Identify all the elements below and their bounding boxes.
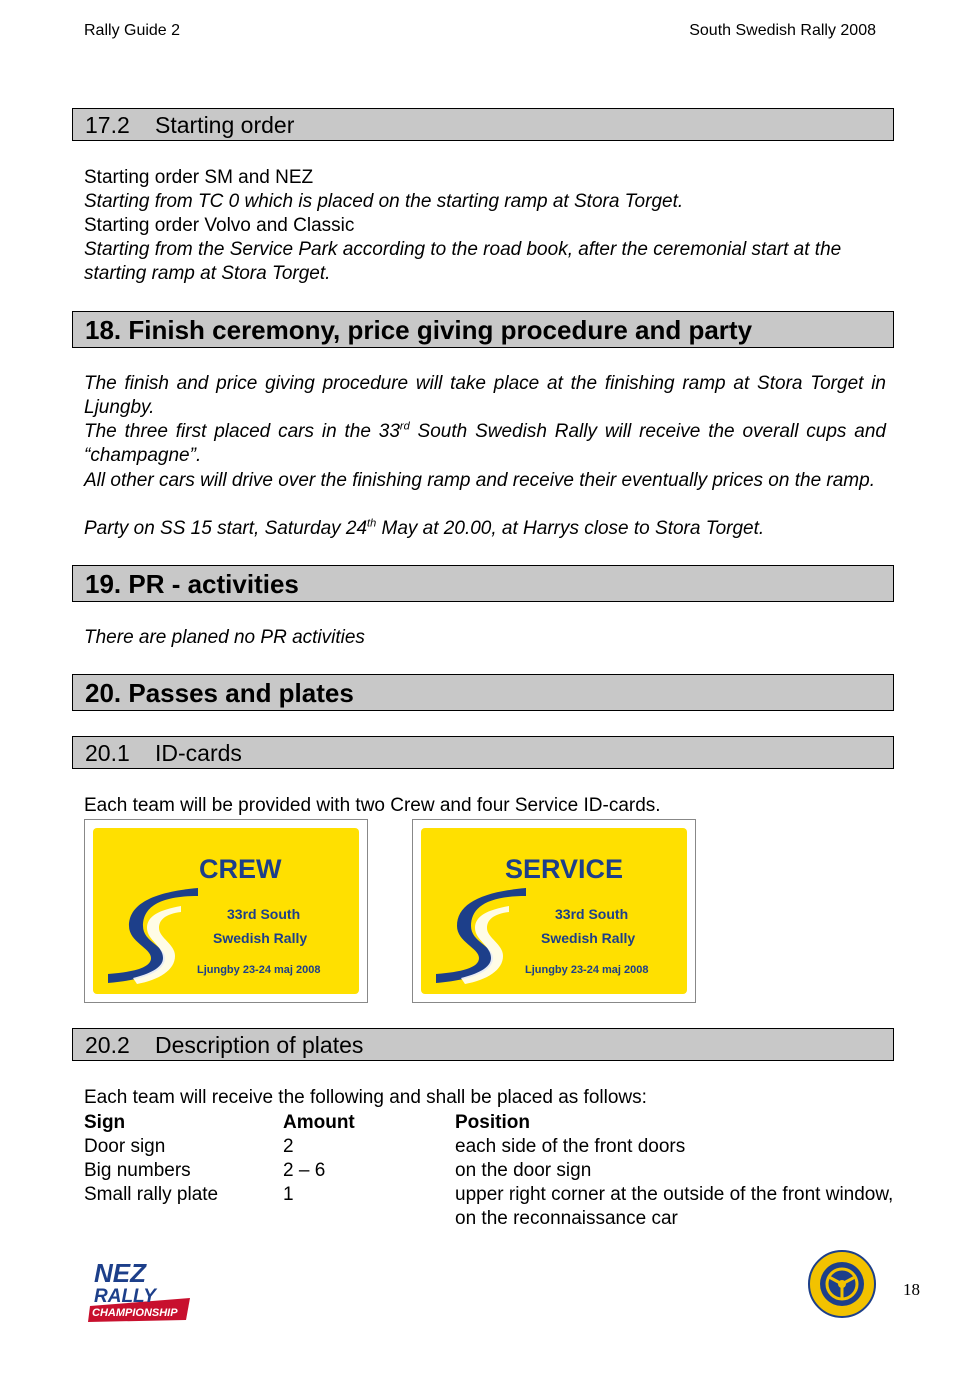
table-cell: Door sign [84,1136,166,1157]
table-row [84,1183,895,1231]
nez-rally-championship-logo [86,1258,196,1324]
section-19-bar [72,565,894,602]
table-cell: Big numbers [84,1160,191,1181]
card-line-1: 33rd South [555,906,629,922]
card-line-3: Ljungby 23-24 maj 2008 [525,964,649,976]
section-title: Description of plates [155,1032,364,1058]
page-number: 18 [903,1280,920,1299]
crew-id-card [84,819,368,1003]
plates-table [84,1111,895,1231]
starting-order-sm-nez: Starting order SM and NEZ [84,167,314,188]
column-header: Position [455,1112,530,1133]
section-20-1-bar [72,736,894,769]
id-cards-text: Each team will be provided with two Crew and four Service ID-cards. [84,795,661,816]
finish-paragraph: The finish and price giving procedure will take place at the finishing ramp at Stora Torget in Ljungby. [84,373,886,418]
header-right: South Swedish Rally 2008 [689,22,876,39]
rally-s-logo-icon [431,888,531,988]
rally-s-logo-icon [103,888,203,988]
section-20-bar [72,674,894,711]
section-18-heading: 18. Finish ceremony, price giving procedure and party [85,315,753,345]
card-line-1: 33rd South [227,906,301,922]
section-title: ID-cards [155,740,242,766]
card-line-3: Ljungby 23-24 maj 2008 [197,964,321,976]
section-17-2-bar [72,108,894,141]
party-paragraph: Party on SS 15 start, Saturday 24th May at 20.00, at Harrys close to Stora Torget. [84,517,765,539]
table-row [84,1159,895,1183]
plates-intro: Each team will receive the following and shall be placed as follows: [84,1087,647,1108]
table-cell: 1 [283,1184,294,1205]
svenska-bilsportforbundet-seal [808,1250,876,1318]
other-cars-paragraph: All other cars will drive over the finishing ramp and receive their eventually prices on the ramp. [84,470,875,491]
section-title: Starting order [155,112,295,138]
nez-logo-line-3: CHAMPIONSHIP [92,1307,178,1319]
card-title: SERVICE [505,854,624,884]
starting-from-tc0: Starting from TC 0 which is placed on the starting ramp at Stora Torget. [84,191,684,212]
nez-logo-line-2: RALLY [94,1286,156,1307]
column-header: Sign [84,1112,126,1133]
service-id-card [412,819,696,1003]
section-18-bar [72,311,894,348]
section-20-heading: 20. Passes and plates [85,678,354,708]
table-cell: on the door sign [455,1160,592,1181]
table-cell: upper right corner at the outside of the front window, on the reconnaissance car [455,1184,894,1229]
card-title: CREW [199,854,282,884]
table-header-row [84,1111,895,1135]
section-number: 20.2 [85,1032,130,1058]
section-number: 17.2 [85,112,130,138]
section-19-heading: 19. PR - activities [85,569,299,599]
starting-from-service-park: Starting from the Service Park according to the road book, after the ceremonial start at the starting ramp at Stora Torget. [84,239,842,284]
column-header: Amount [283,1112,355,1133]
cups-paragraph: The three first placed cars in the 33rd South Swedish Rally will receive the overall cups and “champagne”. [84,420,886,466]
table-cell: 2 – 6 [283,1160,326,1181]
table-cell: each side of the front doors [455,1136,686,1157]
table-row [84,1135,895,1159]
table-cell: 2 [283,1136,294,1157]
section-20-2-bar [72,1028,894,1061]
pr-activities-text: There are planed no PR activities [84,627,365,648]
header-left: Rally Guide 2 [84,22,181,39]
starting-order-volvo: Starting order Volvo and Classic [84,215,355,236]
section-number: 20.1 [85,740,130,766]
card-line-2: Swedish Rally [541,930,636,946]
card-line-2: Swedish Rally [213,930,308,946]
nez-logo-line-1: NEZ [94,1258,146,1288]
table-cell: Small rally plate [84,1184,219,1205]
